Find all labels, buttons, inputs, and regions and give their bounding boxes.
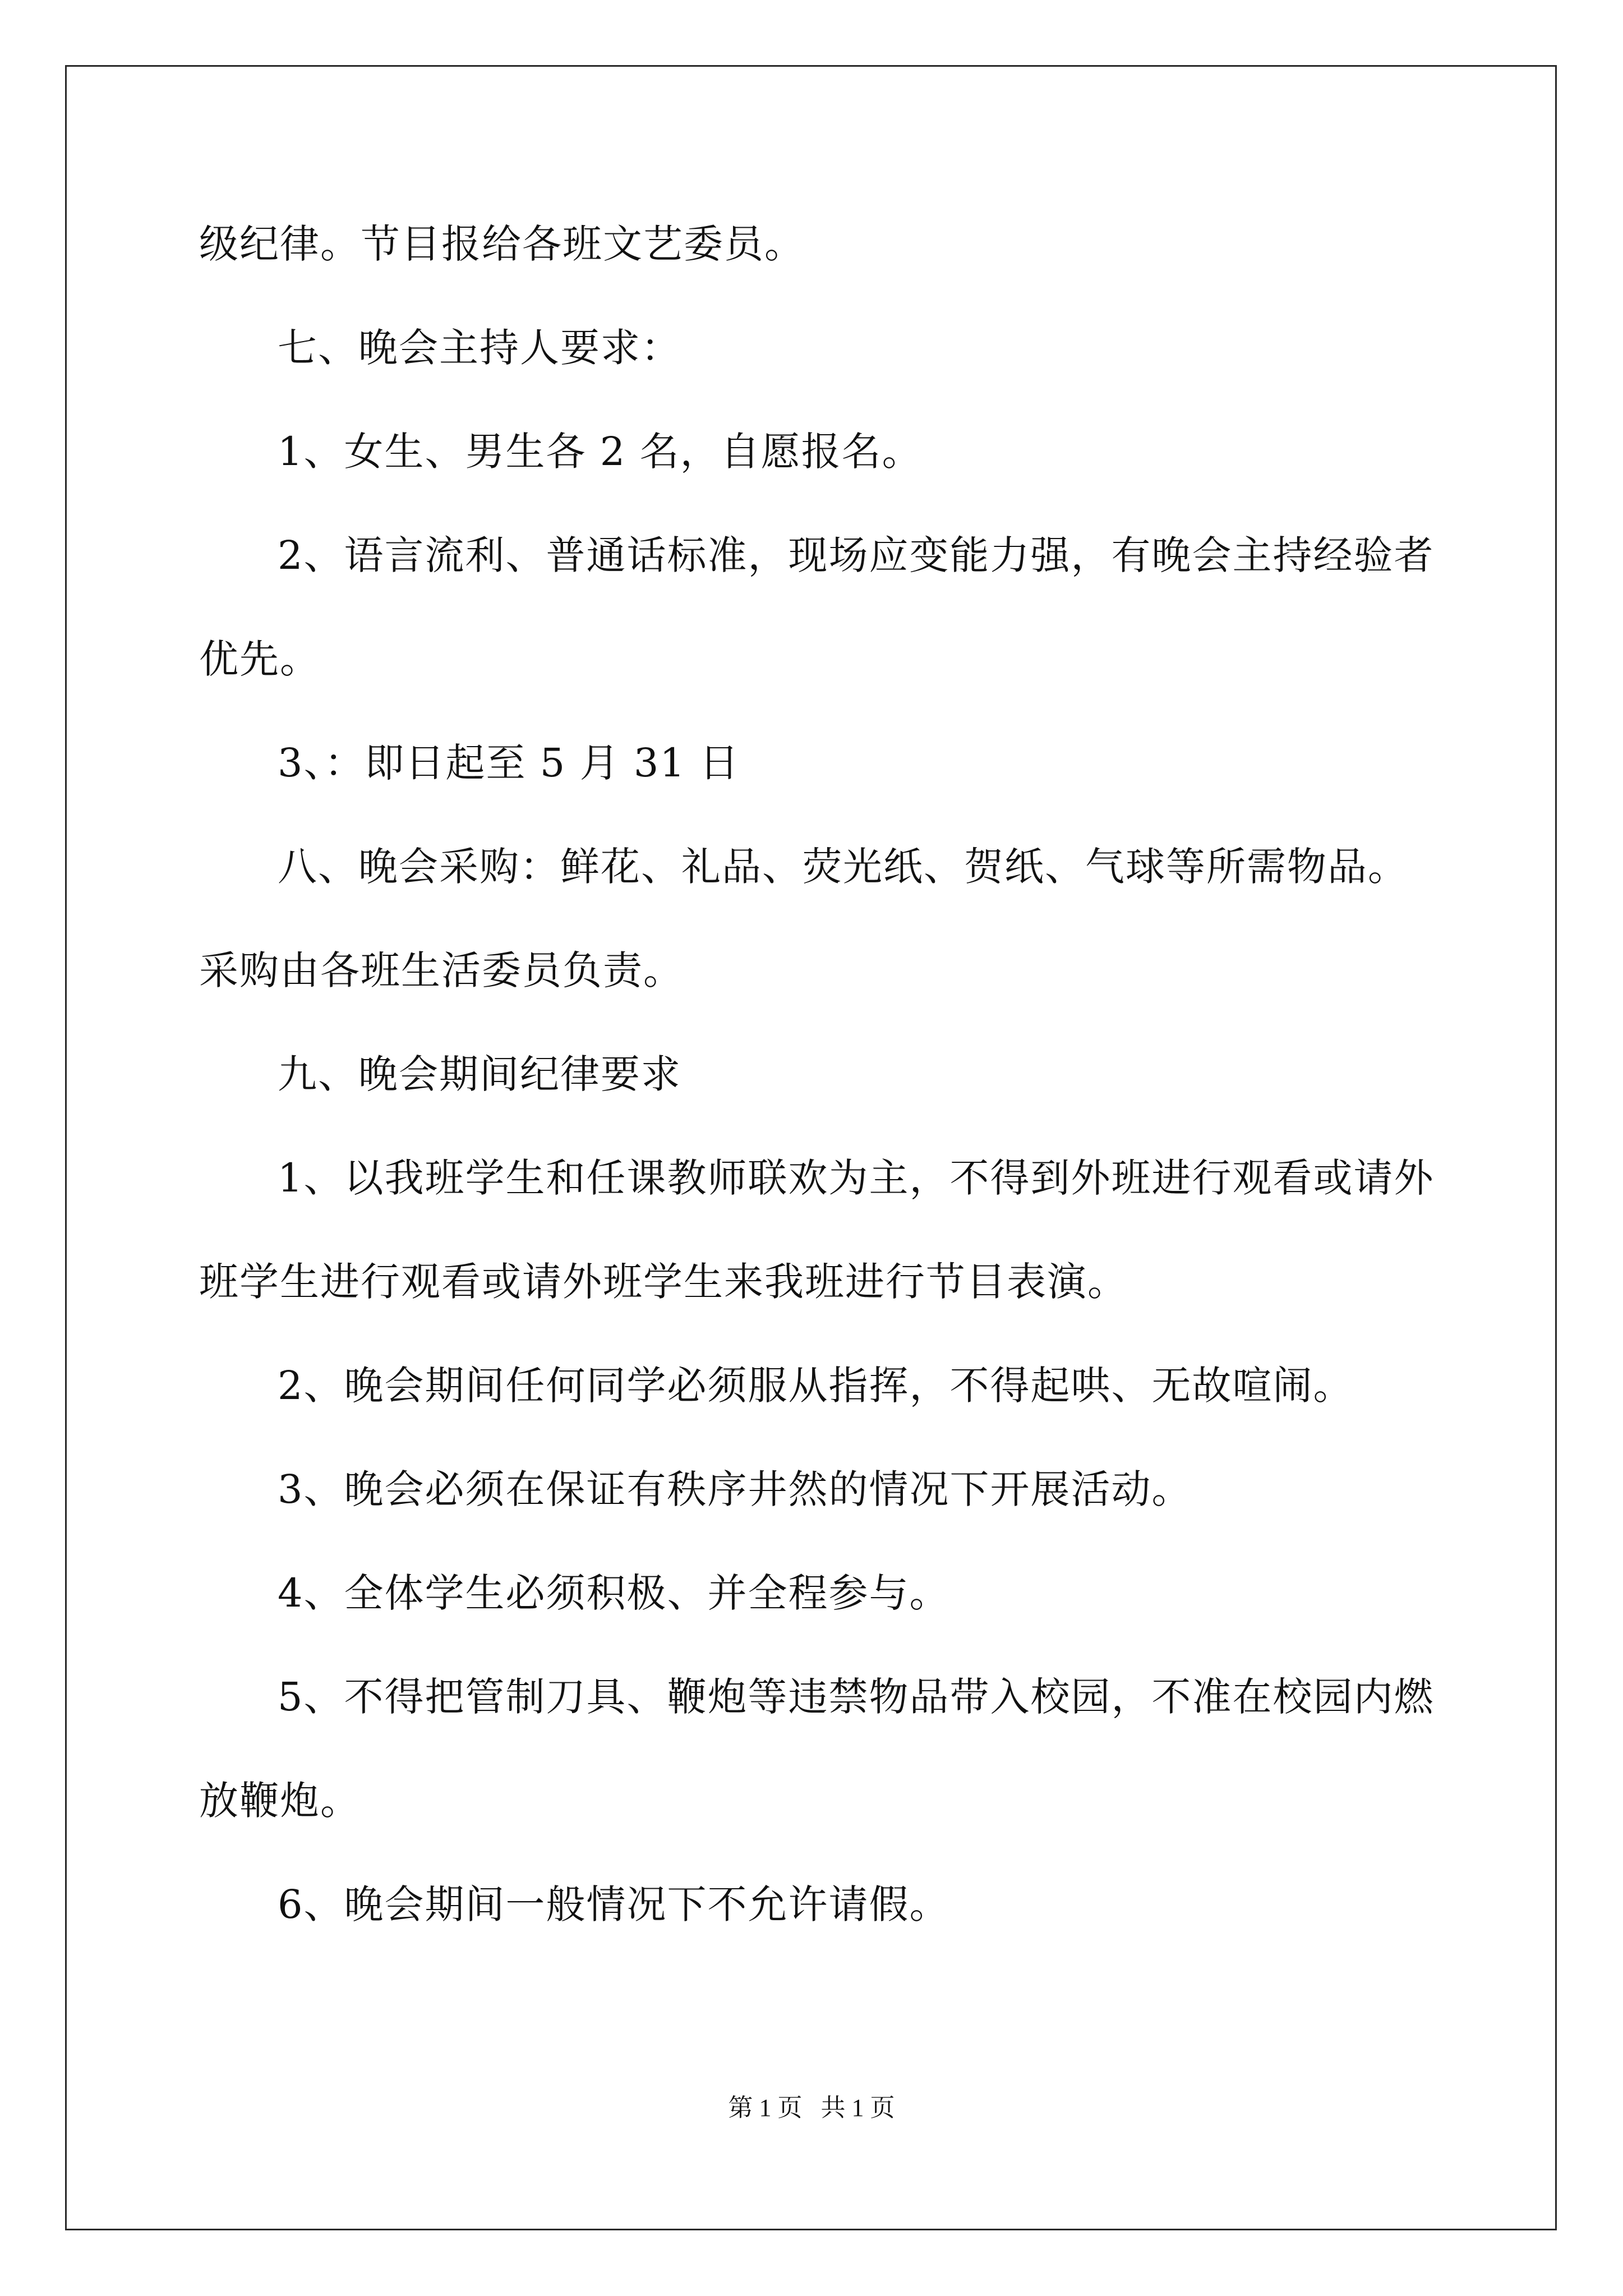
list-item: 1、女生、男生各 2 名，自愿报名。 [278,429,923,475]
page-footer: 第 1 页 共 1 页 [728,2094,895,2122]
text-line: 班学生进行观看或请外班学生来我班进行节目表演。 [199,1259,1128,1305]
list-item: 3、晚会必须在保证有秩序井然的情况下开展活动。 [278,1466,1192,1512]
list-item: 2、语言流利、普通话标准，现场应变能力强，有晚会主持经验者 [278,532,1435,578]
text-line: 级纪律。节目报给各班文艺委员。 [199,221,805,267]
section-heading: 八、晚会采购：鲜花、礼品、荧光纸、贺纸、气球等所需物品。 [278,844,1408,890]
text-line: 放鞭炮。 [199,1778,361,1824]
section-heading: 九、晚会期间纪律要求 [278,1051,681,1097]
text-line: 优先。 [199,636,320,682]
section-heading: 七、晚会主持人要求： [278,325,681,371]
list-item: 1、以我班学生和任课教师联欢为主，不得到外班进行观看或请外 [278,1155,1435,1201]
list-item: 4、全体学生必须积极、并全程参与。 [278,1570,950,1616]
list-item: 6、晚会期间一般情况下不允许请假。 [278,1881,950,1927]
list-item: 5、不得把管制刀具、鞭炮等违禁物品带入校园，不准在校园内燃 [278,1674,1435,1720]
list-item: 3、：即日起至 5 月 31 日 [278,740,740,786]
list-item: 2、晚会期间任何同学必须服从指挥，不得起哄、无故喧闹。 [278,1363,1354,1409]
text-line: 采购由各班生活委员负责。 [199,947,684,993]
